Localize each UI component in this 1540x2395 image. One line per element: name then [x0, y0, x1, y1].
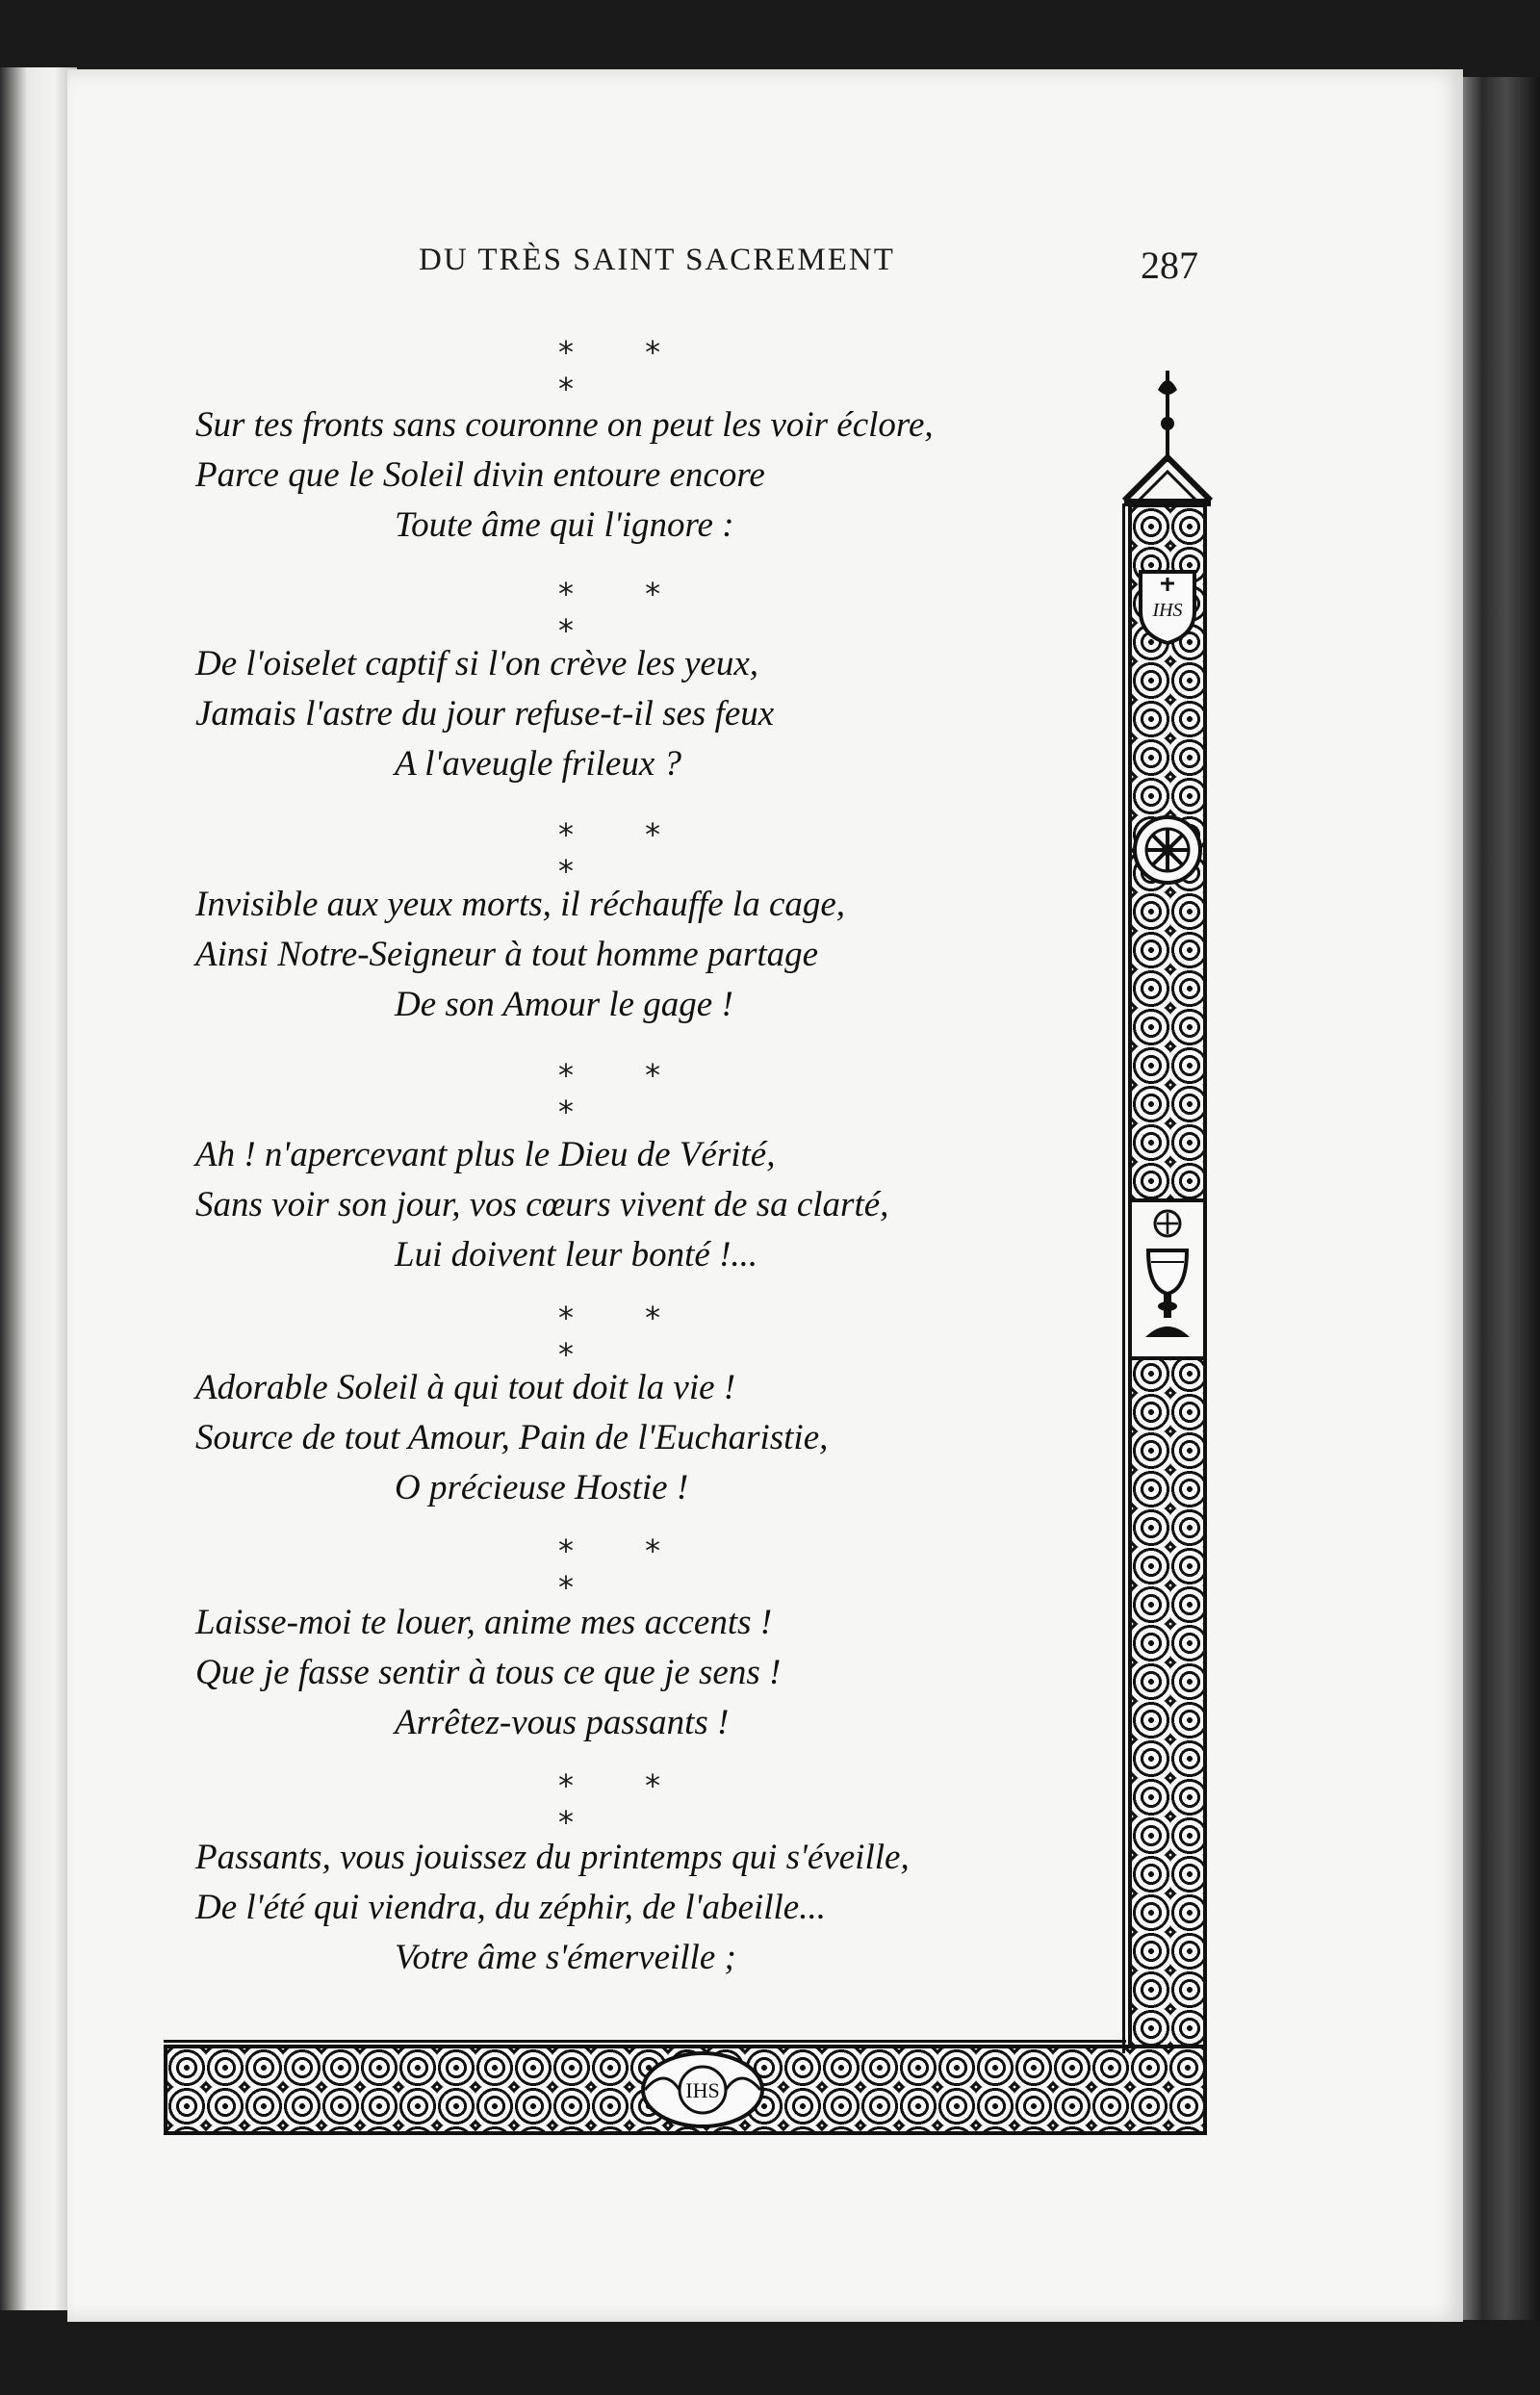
border-rule	[1122, 503, 1125, 2053]
verse-line: Laisse-moi te louer, anime mes accents !	[195, 1603, 773, 1642]
verse-line: Passants, vous jouissez du printemps qui s'éveille,	[195, 1838, 910, 1877]
border-rule	[164, 2040, 1126, 2043]
stanza-separator: * * *	[558, 816, 692, 889]
chalice-icon	[1132, 1202, 1203, 1349]
stanza-separator: * * *	[558, 1767, 692, 1841]
verse-line: Lui doivent leur bonté !...	[395, 1235, 758, 1275]
verse-line: Sans voir son jour, vos cœurs vivent de sa clarté,	[195, 1185, 889, 1224]
verse-line: A l'aveugle frileux ?	[395, 744, 682, 784]
verse-line: De l'oiselet captif si l'on crève les yeux,	[195, 644, 759, 683]
page-number: 287	[1141, 244, 1198, 287]
verse-line: Jamais l'astre du jour refuse-t-il ses feux	[195, 694, 775, 734]
chalice-panel	[1132, 1198, 1203, 1360]
verse-line: Que je fasse sentir à tous ce que je sens !	[195, 1653, 782, 1692]
stanza-separator: * * *	[558, 334, 692, 407]
verse-line: Adorable Soleil à qui tout doit la vie !	[195, 1368, 736, 1407]
running-title: DU TRÈS SAINT SACREMENT	[419, 243, 895, 277]
stanza-separator: * * *	[558, 576, 692, 649]
rosette-medallion-icon	[1132, 807, 1203, 893]
verse-line: De l'été qui viendra, du zéphir, de l'abeille...	[195, 1888, 826, 1927]
verse-line: Arrêtez-vous passants !	[395, 1703, 730, 1742]
verse-line: Source de tout Amour, Pain de l'Eucharistie,	[195, 1418, 829, 1457]
stanza-separator: * * *	[558, 1532, 692, 1606]
verse-line: Toute âme qui l'ignore :	[395, 505, 734, 545]
verse-line: Ainsi Notre-Seigneur à tout homme partage	[195, 935, 819, 974]
verse-line: Sur tes fronts sans couronne on peut les voir éclore,	[195, 405, 934, 445]
ihs-shield-icon	[1137, 568, 1198, 645]
shield-monogram: IHS	[1152, 600, 1183, 621]
finial-ornament-icon	[1119, 366, 1216, 510]
verse-line: De son Amour le gage !	[395, 985, 733, 1024]
verse-line: O précieuse Hostie !	[395, 1468, 689, 1507]
verse-line: Votre âme s'émerveille ;	[395, 1938, 736, 1977]
verse-line: Invisible aux yeux morts, il réchauffe la cage,	[195, 885, 846, 924]
verse-line: Ah ! n'apercevant plus le Dieu de Vérité,	[195, 1135, 776, 1174]
stanza-separator: * * *	[558, 1300, 692, 1373]
verse-line: Parce que le Soleil divin entoure encore	[195, 455, 765, 495]
stanza-separator: * * *	[558, 1057, 692, 1130]
bottom-monogram: IHS	[685, 2078, 720, 2102]
ihs-monogram-medallion-icon	[635, 2047, 770, 2132]
